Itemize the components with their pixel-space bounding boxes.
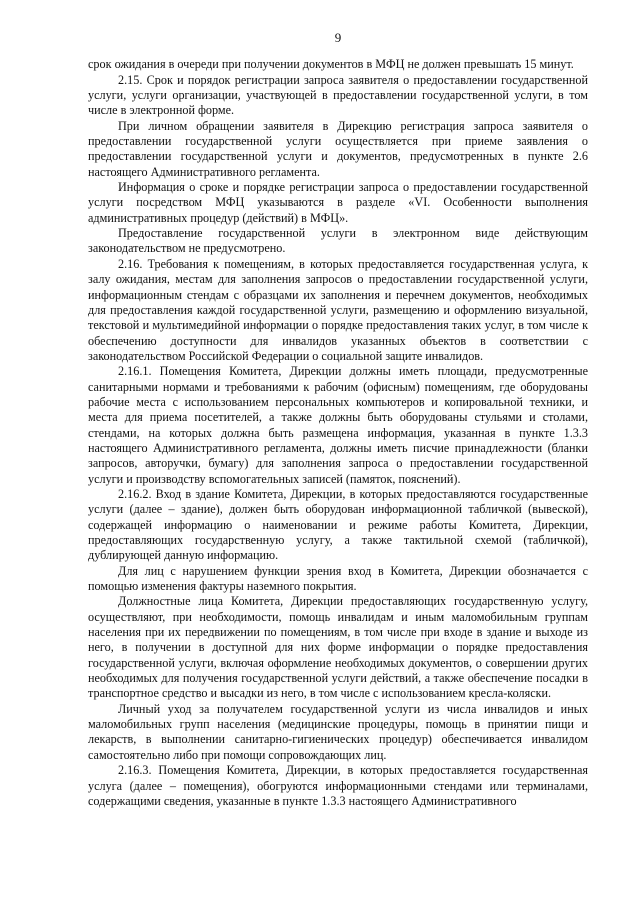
paragraph-2-16-1: 2.16.1. Помещения Комитета, Дирекции должны иметь площади, предусмотренные санитарными нормами и требованиями к рабочим (офисным) помещениям, где оборудованы рабочие места с использованием персональных компьютеров и копировальной техники, и места для приема посетителей, а также должны быть оборудованы стульями и столами, стендами, на которых должна быть размещена информация, указанная в пункте 1.3.3 настоящего Административного регламента, должны иметь писчие принадлежности (бланки запросов, авторучки, бумагу) для заполнения запроса о предоставлении государственной услуги и производству вспомогательных записей (памяток, пояснений).: [88, 364, 588, 486]
paragraph-vision-impaired: Для лиц с нарушением функции зрения вход в Комитета, Дирекции обозначается с помощью изменения фактуры наземного покрытия.: [88, 563, 588, 594]
paragraph-2-16-2: 2.16.2. Вход в здание Комитета, Дирекции, в которых предоставляются государственные услуги (далее – здание), должен быть оборудован информационной табличкой (вывеской), содержащей информацию о наименовании и режиме работы Комитета, Дирекции, предоставляющих государственную услугу, а также тактильной схемой (табличкой), дублирующей данную информацию.: [88, 486, 588, 563]
paragraph-personal-care: Личный уход за получателем государственной услуги из числа инвалидов и иных маломобильных групп населения (медицинские процедуры, помощь в принятии пищи и лекарств, в выполнении санитарно-гигиенических процедур) обеспечивается инвалидом самостоятельно либо при помощи сопровождающих лиц.: [88, 701, 588, 762]
paragraph-officials-assistance: Должностные лица Комитета, Дирекции предоставляющих государственную услугу, осуществляют, при необходимости, помощь инвалидам и иным маломобильным группам населения при их передвижении по помещениям, в том числе при входе в здание и выходе из него, в получении в доступной для них форме информации о порядке предоставления государственной услуги, включая оформление необходимых документов, о совершении других необходимых для получения государственной услуги действий, а также обеспечение посадки в транспортное средство и высадки из него, в том числе с использованием кресла-коляски.: [88, 594, 588, 701]
paragraph-continuation: срок ожидания в очереди при получении документов в МФЦ не должен превышать 15 минут.: [88, 57, 574, 72]
paragraph-2-15-heading: 2.15. Срок и порядок регистрации запроса заявителя о предоставлении государственной услуги, услуги организации, участвующей в предоставлении государственной услуги, в том числе в электронной форме.: [88, 72, 588, 118]
paragraph-2-16-3: 2.16.3. Помещения Комитета, Дирекции, в которых предоставляется государственная услуга (далее – помещения), обогруются информационными стендами или терминалами, содержащими сведения, указанные в пункте 1.3.3 настоящего Административного: [88, 763, 588, 808]
paragraph-2-16-heading: 2.16. Требования к помещениям, в которых предоставляется государственная услуга, к залу ожидания, местам для заполнения запросов о предоставлении государственной услуги, информационным стендам с образцами их заполнения и перечнем документов, необходимых для предоставления каждой государственной услуги, размещению и оформлению визуальной, текстовой и мультимедийной информации о порядке предоставления таких услуг, в том числе к обеспечению доступности для инвалидов указанных объектов в соответствии с законодательством Российской Федерации о социальной защите инвалидов.: [88, 256, 588, 363]
paragraph-mfc-info: Информация о сроке и порядке регистрации запроса о предоставлении государственной услуги посредством МФЦ указываются в разделе «VI. Особенности выполнения административных процедур (действий) в МФЦ».: [88, 180, 588, 225]
page-number: 9: [334, 30, 342, 45]
paragraph-personal-request: При личном обращении заявителя в Дирекцию регистрация запроса заявителя о предоставлении государственной услуги осуществляется при приеме заявления о предоставлении государственной услуги и документов, предусмотренных в пункте 2.6 настоящего Административного регламента.: [88, 118, 588, 179]
paragraph-electronic-form: Предоставление государственной услуги в электронном виде действующим законодательством не предусмотрено.: [88, 226, 588, 256]
